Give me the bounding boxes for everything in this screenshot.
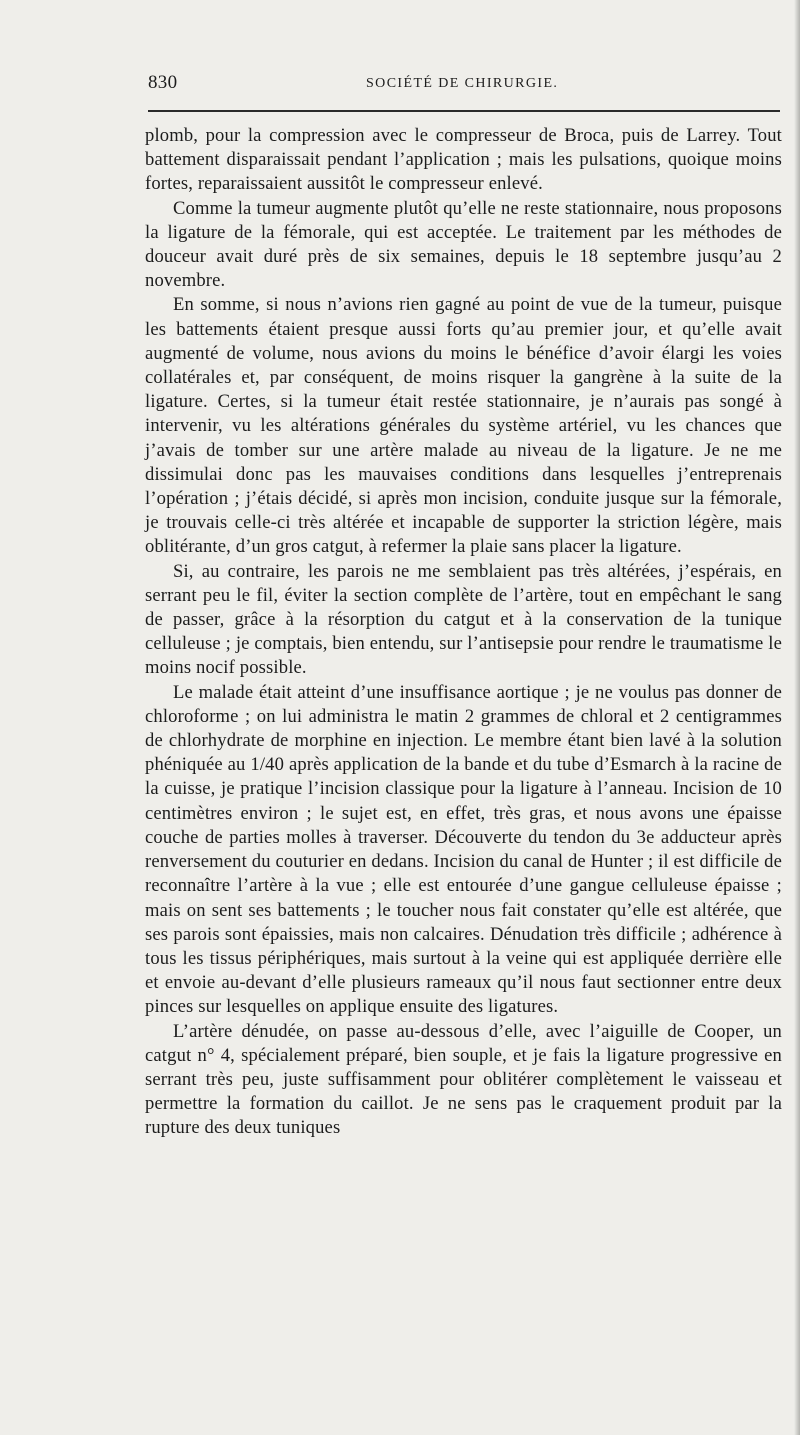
paragraph: Comme la tumeur augmente plutôt qu’elle ne reste stationnaire, nous proposons la ligature de la fémorale, qui est acceptée. Le traitement par les méthodes de douceur avait duré près de six semaines, depuis le 18 septembre jusqu’au 2 novembre. <box>145 197 782 292</box>
body-text <box>145 124 782 1141</box>
paragraph: En somme, si nous n’avions rien gagné au point de vue de la tumeur, puisque les battements étaient presque aussi forts qu’au premier jour, et qu’elle avait augmenté de volume, nous avions du moins le bénéfice d’avoir élargi les voies collatérales et, par conséquent, de moins risquer la gangrène à la suite de la ligature. Certes, si la tumeur était restée stationnaire, je n’aurais pas songé à intervenir, vu les altérations générales du système artériel, vu les chances que j’avais de tomber sur une artère malade au niveau de la ligature. Je ne me dissimulai donc pas les mauvaises conditions dans lesquelles j’entreprenais l’opération ; j’étais décidé, si après mon incision, conduite jusque sur la fémorale, je trouvais celle-ci très altérée et incapable de supporter la striction légère, mais oblitérante, d’un gros catgut, à refermer la plaie sans placer la ligature. <box>145 294 782 558</box>
journal-title: SOCIÉTÉ DE CHIRURGIE. <box>366 76 559 91</box>
paragraph: Le malade était atteint d’une insuffisance aortique ; je ne voulus pas donner de chloroforme ; on lui administra le matin 2 grammes de chloral et 2 centigrammes de chlorhydrate de morphine en injection. Le membre étant bien lavé à la solution phéniquée au 1/40 après application de la bande et du tube d’Esmarch à la racine de la cuisse, je pratique l’incision classique pour la ligature à l’anneau. Incision de 10 centimètres environ ; le sujet est, en effet, très gras, et nous avons une épaisse couche de parties molles à traverser. Découverte du tendon du 3e adducteur après renversement du couturier en dedans. Incision du canal de Hunter ; il est difficile de reconnaître l’artère à la vue ; elle est entourée d’une gangue celluleuse épaisse ; mais on sent ses battements ; le toucher nous fait constater qu’elle est altérée, que ses parois sont épaissies, mais non calcaires. Dénudation très difficile ; adhérence à tous les tissus périphériques, mais surtout à la veine qui est appliquée derrière elle et envoie au-devant d’elle plusieurs rameaux qu’il nous faut sectionner entre deux pinces sur lesquelles on applique ensuite des ligatures. <box>145 681 782 1018</box>
paragraph: Si, au contraire, les parois ne me semblaient pas très altérées, j’espérais, en serrant peu le fil, éviter la section complète de l’artère, tout en empêchant le sang de passer, grâce à la résorption du catgut et à la conservation de la tunique celluleuse ; je comptais, bien entendu, sur l’antisepsie pour rendre le traumatisme le moins nocif possible. <box>145 560 782 679</box>
paragraph: L’artère dénudée, on passe au-dessous d’elle, avec l’aiguille de Cooper, un catgut n° 4, spécialement préparé, bien souple, et je fais la ligature progressive en serrant très peu, juste suffisamment pour oblitérer complètement le vaisseau et permettre la formation du caillot. Je ne sens pas le craquement produit par la rupture des deux tuniques <box>145 1020 782 1139</box>
page-number: 830 <box>148 72 178 93</box>
header-rule <box>148 110 780 112</box>
paragraph: plomb, pour la compression avec le compresseur de Broca, puis de Larrey. Tout battement disparaissait pendant l’application ; mais les pulsations, quoique moins fortes, reparaissaient aussitôt le compresseur enlevé. <box>145 125 782 195</box>
running-head <box>148 72 780 100</box>
page-edge-shadow <box>794 0 800 1435</box>
